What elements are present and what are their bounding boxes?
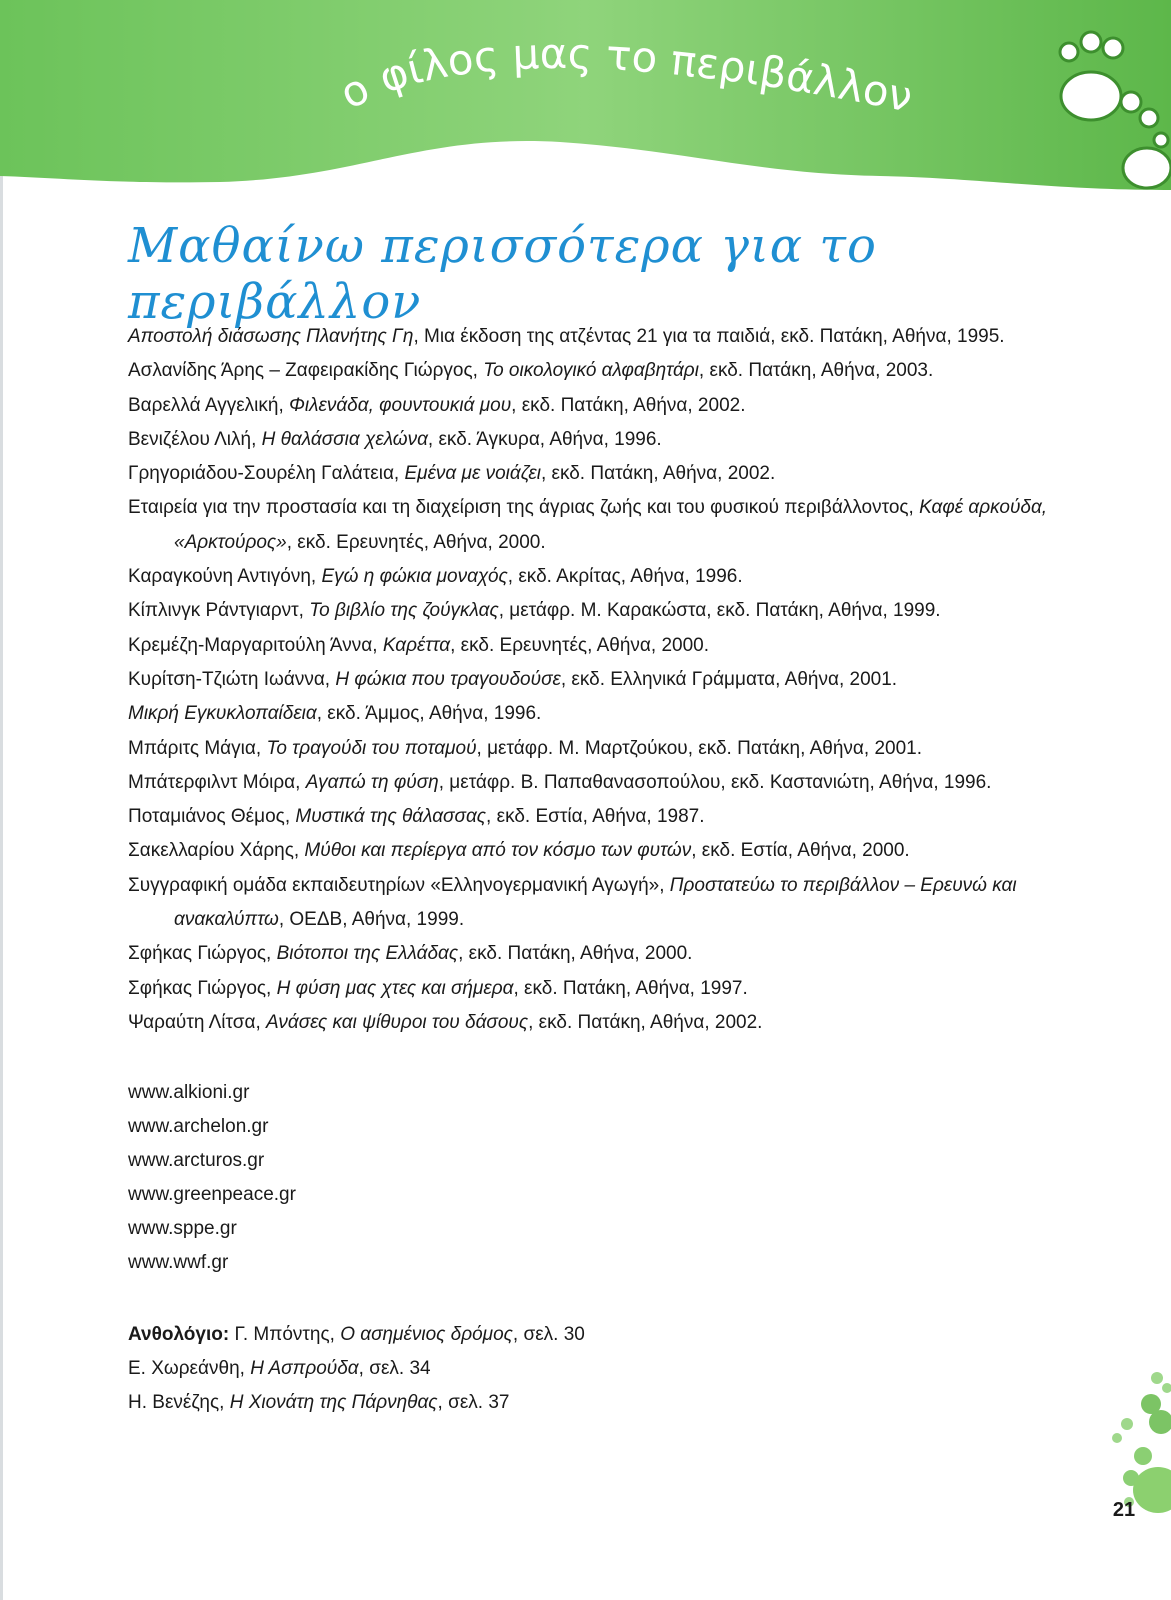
reference-item [128, 834, 1088, 868]
anthology-title: Ο ασημένιος δρόμος [340, 1324, 513, 1345]
reference-title: Αποστολή διάσωσης Πλανήτης Γη [128, 326, 414, 347]
header-title-text: ο φίλος μας το περιβάλλον [332, 28, 917, 122]
reference-item [128, 972, 1088, 1006]
reference-details: , μετάφρ. Μ. Μαρτζούκου, εκδ. Πατάκη, Αθήνα, 2001. [476, 737, 923, 759]
reference-author: Σφήκας Γιώργος, [128, 943, 277, 965]
anthology-line [128, 1318, 585, 1352]
reference-item [128, 560, 1088, 594]
website-link[interactable]: www.alkioni.gr [128, 1082, 250, 1103]
reference-item [128, 663, 1088, 697]
reference-details: , εκδ. Πατάκη, Αθήνα, 1997. [513, 977, 748, 999]
anthology-author: Η. Βενέζης, [128, 1392, 230, 1413]
reference-author: Γρηγοριάδου-Σουρέλη Γαλάτεια, [128, 463, 405, 485]
reference-item [128, 354, 1088, 388]
reference-details: , εκδ. Εστία, Αθήνα, 2000. [691, 840, 910, 862]
reference-author: Καραγκούνη Αντιγόνη, [128, 566, 322, 588]
reference-author: Ψαραύτη Λίτσα, [128, 1011, 267, 1033]
reference-title: Καφέ αρκούδα, «Αρκτούρος» [174, 497, 1048, 553]
anthology-author: Ε. Χωρεάνθη, [128, 1358, 251, 1379]
reference-author: Ασλανίδης Άρης – Ζαφειρακίδης Γιώργος, [128, 360, 484, 382]
page-number: 21 [1112, 1498, 1136, 1521]
anthology-page: , σελ. 34 [358, 1358, 431, 1379]
reference-details: , εκδ. Ερευνητές, Αθήνα, 2000. [286, 531, 546, 553]
reference-item [128, 1006, 1088, 1040]
reference-title: Μύθοι και περίεργα από τον κόσμο των φυτών [304, 840, 692, 862]
reference-item [128, 800, 1088, 834]
reference-author: Σφήκας Γιώργος, [128, 977, 277, 999]
reference-details: , εκδ. Πατάκη, Αθήνα, 2002. [511, 394, 746, 416]
website-link[interactable]: www.wwf.gr [128, 1252, 229, 1273]
reference-title: Προστατεύω το περιβάλλον – Ερευνώ και ανακαλύπτω [174, 874, 1017, 931]
reference-details: , μετάφρ. Β. Παπαθανασοπούλου, εκδ. Καστανιώτη, Αθήνα, 1996. [438, 771, 992, 793]
reference-item [128, 732, 1088, 766]
reference-item [128, 389, 1088, 423]
reference-item [128, 937, 1088, 971]
reference-title: Η θαλάσσια χελώνα [261, 428, 428, 450]
reference-details: , ΟΕΔΒ, Αθήνα, 1999. [278, 909, 465, 931]
reference-item [128, 320, 1088, 354]
reference-title: Το βιβλίο της ζούγκλας [309, 600, 499, 622]
reference-details: , εκδ. Άμμος, Αθήνα, 1996. [316, 703, 542, 725]
reference-details: , εκδ. Πατάκη, Αθήνα, 2002. [540, 463, 776, 485]
reference-item [128, 457, 1088, 491]
anthology-title: Η Χιονάτη της Πάρνηθας [229, 1392, 438, 1413]
reference-item [128, 491, 1088, 560]
reference-details: , εκδ. Ερευνητές, Αθήνα, 2000. [450, 634, 709, 656]
reference-details: , εκδ. Ελληνικά Γράμματα, Αθήνα, 2001. [560, 668, 898, 690]
reference-details: , εκδ. Πατάκη, Αθήνα, 2002. [528, 1011, 763, 1033]
reference-title: Το οικολογικό αλφαβητάρι [483, 360, 699, 382]
anthology-line [128, 1352, 585, 1386]
anthology-section [128, 1318, 585, 1420]
section-title: Μαθαίνω περισσότερα για το περιβάλλον [128, 218, 877, 330]
reference-item [128, 629, 1088, 663]
reference-details: , μετάφρ. Μ. Καρακώστα, εκδ. Πατάκη, Αθήνα, 1999. [498, 600, 941, 622]
reference-author: Κυρίτση-Τζιώτη Ιωάννα, [128, 668, 336, 690]
reference-item [128, 697, 1088, 731]
reference-title: Βιότοποι της Ελλάδας [276, 943, 459, 965]
reference-details: , εκδ. Πατάκη, Αθήνα, 2003. [698, 360, 934, 382]
website-link[interactable]: www.greenpeace.gr [128, 1184, 296, 1205]
reference-author: Βενιζέλου Λιλή, [128, 428, 262, 450]
reference-item [128, 869, 1088, 938]
anthology-title: Η Ασπρούδα [250, 1358, 359, 1379]
reference-details: , εκδ. Άγκυρα, Αθήνα, 1996. [427, 428, 662, 450]
anthology-page: , σελ. 30 [512, 1324, 585, 1345]
reference-item [128, 594, 1088, 628]
reference-author: Βαρελλά Αγγελική, [128, 394, 290, 416]
reference-author: Ποταμιάνος Θέμος, [128, 806, 296, 828]
links-list [128, 1076, 296, 1280]
reference-title: Το τραγούδι του ποταμού [266, 737, 477, 759]
references-list [128, 320, 1088, 1040]
reference-author: Συγγραφική ομάδα εκπαιδευτηρίων «Ελληνογερμανική Αγωγή», [128, 874, 670, 896]
reference-title: Καρέττα [382, 634, 451, 656]
website-link[interactable]: www.sppe.gr [128, 1218, 237, 1239]
header-banner [0, 0, 1171, 200]
reference-item [128, 766, 1088, 800]
reference-author: Κρεμέζη-Μαργαριτούλη Άννα, [128, 634, 383, 656]
anthology-page: , σελ. 37 [437, 1392, 510, 1413]
anthology-author: Γ. Μπόντης, [229, 1324, 341, 1345]
reference-title: Εγώ η φώκια μοναχός [321, 566, 508, 588]
reference-author: Μπάτερφιλντ Μόιρα, [128, 771, 306, 793]
reference-title: Η φώκια που τραγουδούσε [335, 668, 561, 690]
reference-title: Η φύση μας χτες και σήμερα [276, 977, 514, 999]
reference-title: Εμένα με νοιάζει [404, 463, 541, 485]
anthology-label: Ανθολόγιο: [128, 1324, 230, 1345]
reference-title: Μικρή Εγκυκλοπαίδεια [128, 703, 317, 725]
reference-author: Κίπλινγκ Ράντγιαρντ, [128, 600, 310, 622]
reference-item [128, 423, 1088, 457]
reference-details: , εκδ. Ακρίτας, Αθήνα, 1996. [507, 566, 743, 588]
anthology-line [128, 1386, 585, 1420]
reference-title: Φιλενάδα, φουντουκιά μου [289, 394, 512, 416]
reference-title: Μυστικά της θάλασσας [295, 806, 487, 828]
reference-author: Σακελλαρίου Χάρης, [128, 840, 305, 862]
reference-details: , Μια έκδοση της ατζέντας 21 για τα παιδιά, εκδ. Πατάκη, Αθήνα, 1995. [413, 326, 1005, 347]
reference-author: Εταιρεία για την προστασία και τη διαχείριση της άγριας ζωής και του φυσικού περιβάλλοντος, [128, 497, 920, 519]
reference-details: , εκδ. Εστία, Αθήνα, 1987. [486, 806, 705, 828]
reference-title: Αγαπώ τη φύση [305, 771, 439, 793]
website-link[interactable]: www.archelon.gr [128, 1116, 269, 1137]
reference-author: Μπάριτς Μάγια, [128, 737, 267, 759]
reference-details: , εκδ. Πατάκη, Αθήνα, 2000. [458, 943, 693, 965]
paw-prints-icon [1021, 20, 1171, 190]
page-edge [0, 0, 3, 1600]
website-link[interactable]: www.arcturos.gr [128, 1150, 265, 1171]
reference-title: Ανάσες και ψίθυροι του δάσους [266, 1011, 529, 1033]
